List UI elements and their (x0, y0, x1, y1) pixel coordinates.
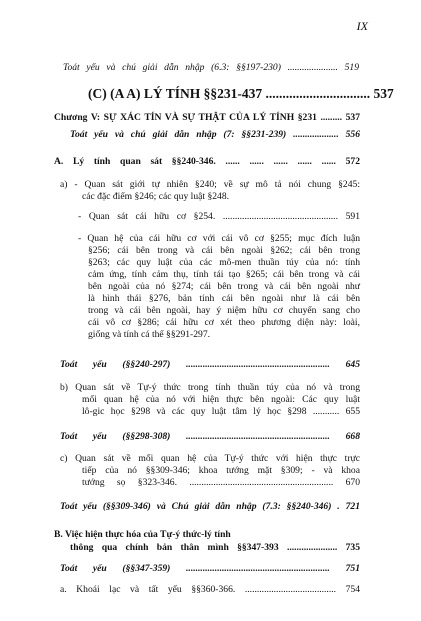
toc-entry: Toát yếu và chú giải dẫn nhập (6.3: §§197-230) ..................... 519 (63, 62, 359, 73)
toc-chapter-heading: Chương V: SỰ XÁC TÍN VÀ SỰ THẬT CỦA LÝ TÍNH §231 ......... 537 (54, 112, 360, 123)
toc-summary-entry: Toát yếu (§§298-308) ............................................................ 668 (60, 431, 360, 442)
toc-part-heading: (C) (A A) LÝ TÍNH §§231-437 ............................... 537 (88, 86, 394, 101)
toc-section-heading-continued: thông qua chính bản thân mình §§347-393 ..................... 735 (70, 542, 360, 553)
toc-item-continued: cái vô cơ §286; cái hữu cơ xét theo phương diện này: loài, (88, 317, 360, 328)
toc-item-continued: §263; các quy luật của các mô-men thuần túy của nó: tính (88, 257, 360, 268)
toc-item-continued: mối quan hệ của nó với hiện thực bên ngoài: Các quy luật (82, 394, 360, 405)
toc-item-continued: lô-gic học §298 và các quy luật tâm lý học §298 ........... 655 (82, 406, 360, 417)
toc-section-heading: B. Việc hiện thực hóa của Tự-ý thức-lý tính (54, 529, 231, 540)
toc-item-continued: các đặc điểm §246; các quy luật §248. (82, 191, 230, 202)
toc-item-continued: giống và tính cá thể §§291-297. (88, 329, 211, 340)
toc-item: c) Quan sát về mối quan hệ của Tự-ý thức với hiện thực trực (60, 453, 360, 464)
toc-item: - Quan sát cái hữu cơ §254. ................................................ 591 (78, 211, 360, 222)
toc-summary-entry: Toát yếu (§§240-297) ............................................................ 645 (60, 359, 360, 370)
toc-item-continued: là hình thái §276, bản tính cái bên ngoài như là cái bên (88, 293, 360, 304)
toc-item-continued: trong và cái bên ngoài, hay ý niệm hữu cơ chuyển sang cho (88, 305, 360, 316)
toc-item-continued: tiếp của nó §§309-346; khoa tướng mặt §309; - và khoa (82, 465, 360, 476)
toc-summary-entry: Toát yếu (§§309-346) và Chú giải dẫn nhập (7.3: §§240-346) . 721 (60, 501, 360, 512)
toc-item-continued: cảm ứng, tính cảm thụ, tính tái tạo §265; cái bên trong và cái (88, 269, 360, 280)
toc-item-continued: §256; cái bên trong và cái bên ngoài §262; cái bên trong (88, 245, 360, 256)
toc-entry: Toát yếu và chú giải dẫn nhập (7: §§231-239) ................... 556 (70, 129, 360, 140)
page-number: IX (356, 19, 368, 33)
toc-item: a) - Quan sát giới tự nhiên §240; về sự mô tả nói chung §245: (60, 179, 360, 190)
toc-item: a. Khoái lạc và tất yếu §§360-366. ...................................... 754 (60, 584, 360, 595)
toc-item: - Quan hệ của cái hữu cơ với cái vô cơ §255; mục đích luận (78, 233, 360, 244)
toc-item-continued: bên ngoài của nó §274; cái bên trong và cái bên ngoài như (88, 281, 360, 292)
toc-item: b) Quan sát về Tự-ý thức trong tính thuần túy của nó và trong (60, 382, 360, 393)
toc-item-continued: tướng sọ §323-346. ............................................................ 670 (82, 477, 360, 488)
toc-summary-entry: Toát yếu (§§347-359) ............................................................ 751 (60, 563, 360, 574)
toc-section-heading: A. Lý tính quan sát §§240-346. ...... ...... ...... ...... ...... 572 (54, 156, 360, 167)
